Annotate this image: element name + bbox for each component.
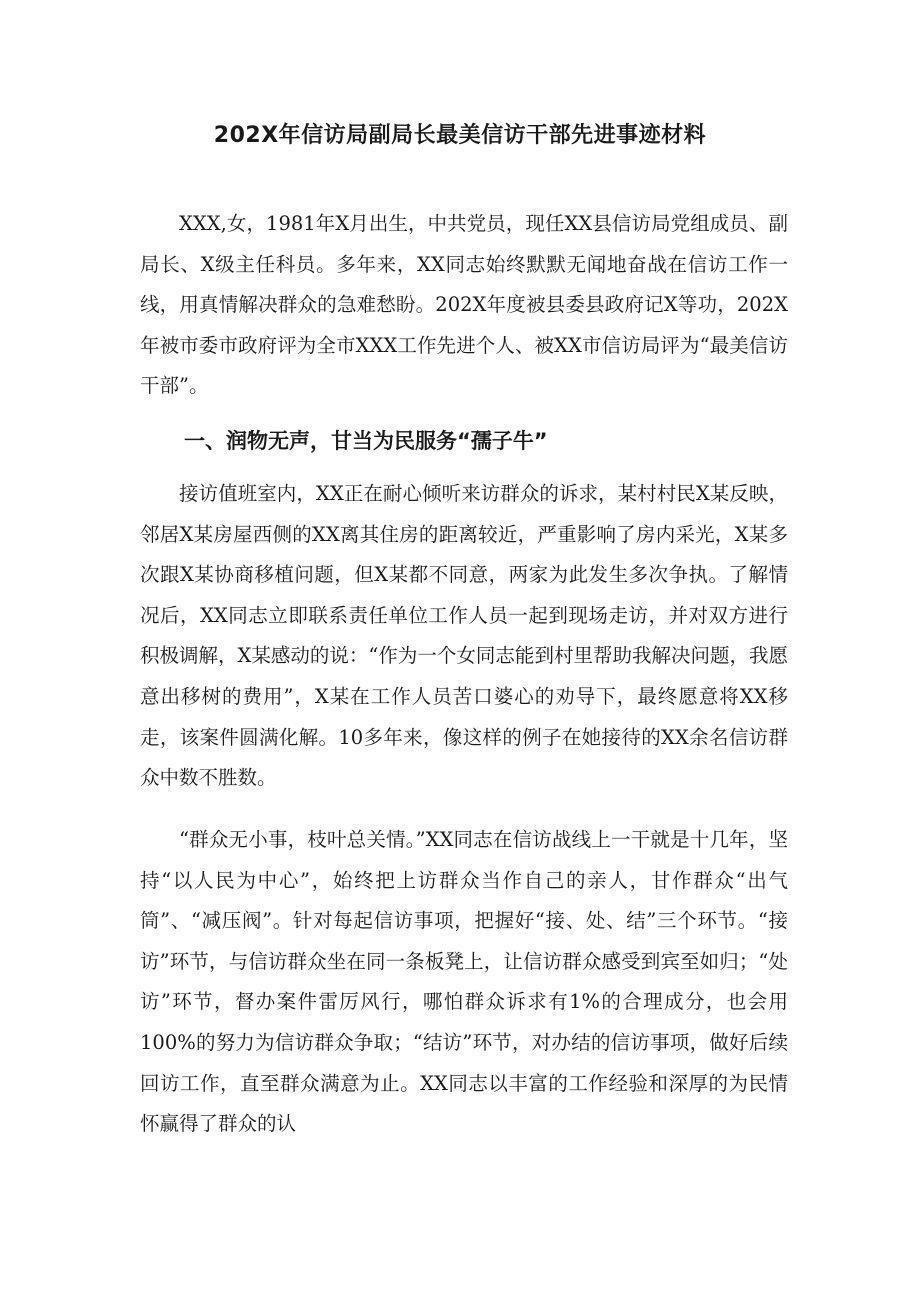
section-paragraph-1: 接访值班室内，XX正在耐心倾听来访群众的诉求，某村村民X某反映，邻居X某房屋西侧的XX离其住房的距离较近，严重影响了房内采光，X某多次跟X某协商移植问题，但X某都不同意，两家为此发生多次争执。了解情况后，XX同志立即联系责任单位工作人员一起到现场走访，并对双方进行积极调解，X某感动的说：“作为一个女同志能到村里帮助我解决问题，我愿意出移树的费用”，X某在工作人员苦口婆心的劝导下，最终愿意将XX移走，该案件圆满化解。10多年来，像这样的例子在她接待的XX余名信访群众中数不胜数。 [140,482,788,790]
intro-paragraph: XXX,女，1981年X月出生，中共党员，现任XX县信访局党组成员、副局长、X级主任科员。多年来，XX同志始终默默无闻地奋战在信访工作一线，用真情解决群众的急难愁盼。202X年度被县委县政府记X等功，202X年被市委市政府评为全市XXX工作先进个人、被XX市信访局评为“最美信访干部”。 [140,212,788,398]
section-paragraph-2: “群众无小事，枝叶总关情。”XX同志在信访战线上一干就是十几年，坚持“以人民为中心”，始终把上访群众当作自己的亲人，甘作群众“出气筒”、“减压阀”。针对每起信访事项，把握好“接、处、结”三个环节。“接访”环节，与信访群众坐在同一条板凳上，让信访群众感受到宾至如归；“处访”环节，督办案件雷厉风行，哪怕群众诉求有1%的合理成分，也会用100%的努力为信访群众争取；“结访”环节，对办结的信访事项，做好后续回访工作，直至群众满意为止。XX同志以丰富的工作经验和深厚的为民情怀赢得了群众的认 [140,828,788,1136]
section-heading: 一、润物无声，甘当为民服务“孺子牛” [184,429,548,453]
document-title: 202X年信访局副局长最美信访干部先进事迹材料 [213,123,707,148]
